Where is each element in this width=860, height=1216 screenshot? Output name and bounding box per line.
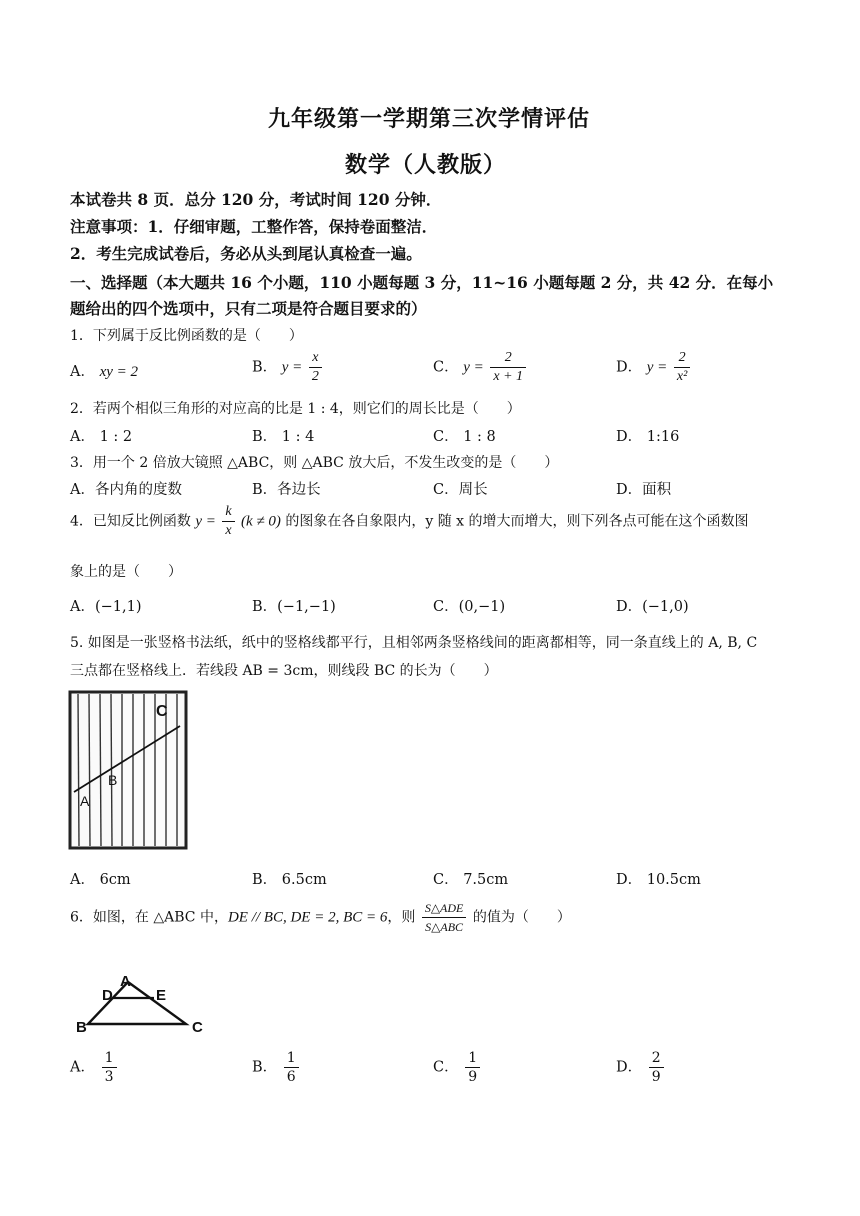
q3-option-c: C．周长 (433, 482, 488, 498)
q1-stem: 1．下列属于反比例函数的是（ ） (70, 328, 303, 344)
q5-option-d: D． 10.5cm (616, 872, 701, 888)
q6-stem: 6．如图，在 △ABC 中，DE // BC, DE = 2, BC = 6，则 $\frac{\text{S△ADE}}{\text{S△ABC}}$ 的值为（ ） (70, 901, 571, 934)
q1-option-d: D． y = $\frac{2}{\text{x²}}$ (616, 350, 692, 385)
q5-option-b: B． 6.5cm (252, 872, 327, 888)
q4-option-c: C．(0,−1) (433, 599, 506, 615)
q4-stem: 4．已知反比例函数 y = $\frac{k}{x}$ (k ≠ 0) 的图象在各自象限内，y 随 x 的增大而增大，则下列各点可能在这个函数图 (70, 504, 749, 538)
vertex-d-label: D (102, 987, 113, 1004)
q6-option-d: D． $\frac{2}{9}$ (616, 1050, 666, 1085)
exam-title: 九年级第一学期第三次学情评估 (268, 106, 591, 132)
vertex-b-label: B (76, 1019, 87, 1036)
q6-option-b: B． $\frac{1}{6}$ (252, 1050, 301, 1085)
q5-stem-line1: 5. 如图是一张竖格书法纸，纸中的竖格线都平行，且相邻两条竖格线间的距离都相等，同一条直线上的 A, B, C (70, 635, 758, 651)
q4-option-a: A．(−1,1) (70, 599, 142, 615)
q2-option-d: D． 1:16 (616, 429, 680, 445)
calligraphy-paper-figure (68, 690, 190, 852)
section-heading-line2: 题给出的四个选项中，只有二项是符合题目要求的） (70, 299, 427, 318)
q4-option-b: B．(−1,−1) (252, 599, 336, 615)
q1-option-b: B． y = $\frac{x}{2}$ (252, 350, 324, 385)
q5-option-a: A． 6cm (70, 872, 131, 888)
vertex-a-label: A (120, 973, 131, 990)
exam-info: 本试卷共 8 页．总分 120 分，考试时间 120 分钟． (70, 190, 442, 209)
point-b-label: B (108, 772, 118, 788)
q5-option-c: C． 7.5cm (433, 872, 509, 888)
q4-stem-line2: 象上的是（ ） (70, 564, 182, 580)
point-a-label: A (80, 793, 90, 809)
q1-option-c: C． y = $\frac{2}{x + 1}$ (433, 350, 528, 385)
note-1: 注意事项：1．仔细审题，工整作答，保持卷面整洁． (70, 217, 438, 236)
triangle-figure (68, 962, 213, 1040)
note-2: 2．考生完成试卷后，务必从头到尾认真检查一遍。 (70, 244, 422, 263)
exam-subtitle: 数学（人教版） (345, 152, 507, 178)
q2-option-c: C． 1 : 8 (433, 429, 496, 445)
q2-stem: 2．若两个相似三角形的对应高的比是 1 : 4，则它们的周长比是（ ） (70, 401, 521, 417)
vertex-e-label: E (156, 987, 167, 1004)
q3-stem: 3．用一个 2 倍放大镜照 △ABC，则 △ABC 放大后，不发生改变的是（ ） (70, 455, 559, 471)
section-heading-line1: 一、选择题（本大题共 16 个小题，110 小题每题 3 分，11~16 小题每题 2 分，共 42 分．在每小 (70, 273, 774, 292)
q5-stem-line2: 三点都在竖格线上．若线段 AB = 3cm，则线段 BC 的长为（ ） (70, 663, 498, 679)
paper-border (70, 692, 186, 848)
q3-option-d: D．面积 (616, 482, 672, 498)
vertex-c-label: C (192, 1019, 203, 1036)
q2-option-b: B． 1 : 4 (252, 429, 315, 445)
q1-option-a: A． xy = 2 (70, 364, 139, 380)
q4-option-d: D．(−1,0) (616, 599, 689, 615)
q6-option-a: A． $\frac{1}{3}$ (70, 1050, 119, 1085)
point-c-label: C (156, 703, 168, 720)
q2-option-a: A． 1 : 2 (70, 429, 133, 445)
q3-option-b: B．各边长 (252, 482, 321, 498)
q3-option-a: A．各内角的度数 (70, 482, 182, 498)
q6-option-c: C． $\frac{1}{9}$ (433, 1050, 482, 1085)
